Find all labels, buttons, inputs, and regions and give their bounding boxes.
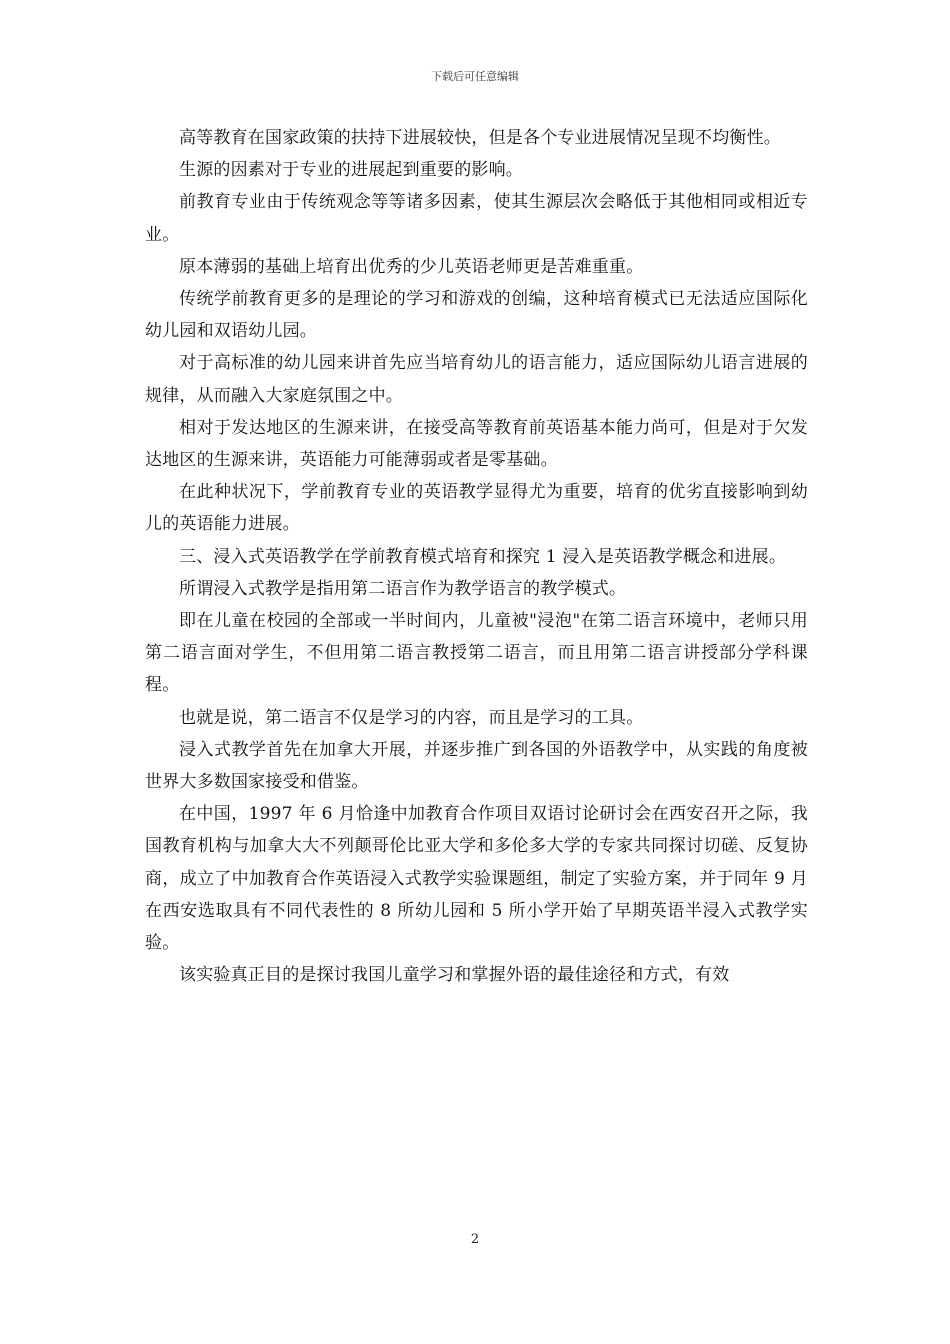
page-number: 2 <box>470 1232 480 1247</box>
paragraph: 所谓浸入式教学是指用第二语言作为教学语言的教学模式。 <box>179 578 627 599</box>
paragraph: 传统学前教育更多的是理论的学习和游戏的创编，这种培育模式已无法适应国际化幼儿园和双语幼儿园。 <box>145 289 808 342</box>
paragraph: 对于高标准的幼儿园来讲首先应当培育幼儿的语言能力，适应国际幼儿语言进展的规律，从而融入大家庭氛围之中。 <box>145 353 808 406</box>
paragraph: 在此种状况下，学前教育专业的英语教学显得尤为重要，培育的优劣直接影响到幼儿的英语能力进展。 <box>145 482 808 535</box>
paragraph: 该实验真正目的是探讨我国儿童学习和掌握外语的最佳途径和方式，有效 <box>179 965 730 986</box>
paragraph: 原本薄弱的基础上培育出优秀的少儿英语老师更是苦难重重。 <box>179 256 644 277</box>
paragraph: 相对于发达地区的生源来讲，在接受高等教育前英语基本能力尚可，但是对于欠发达地区的生源来讲，英语能力可能薄弱或者是零基础。 <box>145 417 808 471</box>
paragraph: 前教育专业由于传统观念等等诸多因素，使其生源层次会略低于其他相同或相近专业。 <box>145 192 808 245</box>
paragraph: 高等教育在国家政策的扶持下进展较快，但是各个专业进展情况呈现不均衡性。 <box>179 128 781 148</box>
paragraph: 生源的因素对于专业的进展起到重要的影响。 <box>179 160 523 181</box>
paragraph: 也就是说，第二语言不仅是学习的内容，而且是学习的工具。 <box>179 707 644 728</box>
paragraph: 三、浸入式英语教学在学前教育模式培育和探究 1 浸入是英语教学概念和进展。 <box>179 546 787 567</box>
body-text <box>145 122 808 991</box>
paragraph: 即在儿童在校园的全部或一半时间内，儿童被"浸泡"在第二语言环境中，老师只用第二语言面对学生，不但用第二语言教授第二语言，而且用第二语言讲授部分学科课程。 <box>145 611 808 696</box>
page-header: 下载后可任意编辑 <box>431 70 519 83</box>
paragraph: 浸入式教学首先在加拿大开展，并逐步推广到各国的外语教学中，从实践的角度被世界大多数国家接受和借鉴。 <box>145 739 808 793</box>
paragraph: 在中国，1997 年 6 月恰逢中加教育合作项目双语讨论研讨会在西安召开之际，我国教育机构与加拿大大不列颠哥伦比亚大学和多伦多大学的专家共同探讨切磋、反复协商，成立了中加教育合作英语浸入式教学实验课题组，制定了实验方案，并于同年 9 月在西安选取具有不同代表性的 8 所幼儿园和 5 所小学开始了早期英语半浸入式教学实验。 <box>145 804 808 954</box>
